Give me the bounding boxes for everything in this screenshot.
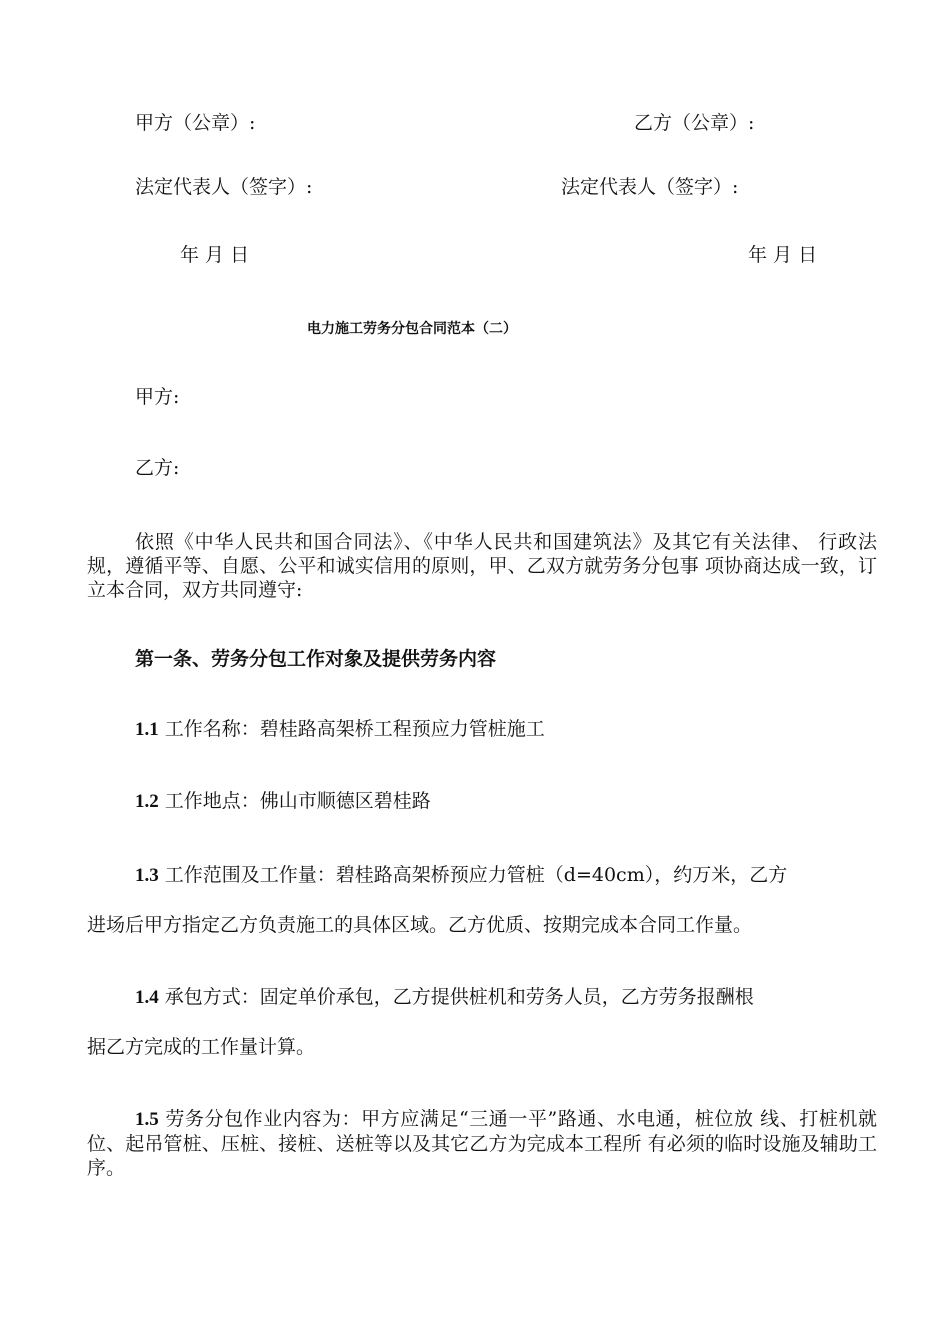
- clause-1-4-continuation: 据乙方完成的工作量计算。: [87, 1036, 316, 1058]
- party-b-date: 年 月 日: [748, 244, 818, 266]
- preamble-paragraph: 依照《中华人民共和国合同法》、《中华人民共和国建筑法》及其它有关法律、 行政法规，遵循平等、自愿、公平和诚实信用的原则，甲、乙双方就劳务分包事 项协商达成一致，订立本合同，双方共同遵守:: [87, 531, 877, 601]
- clause-1-1: [135, 717, 545, 742]
- party-a-label: 甲方:: [135, 386, 180, 408]
- document-title: 电力施工劳务分包合同范本（二）: [307, 321, 517, 337]
- clause-1-4: [135, 985, 754, 1010]
- clause-1-2: [135, 789, 431, 814]
- article-1-heading: 第一条、劳务分包工作对象及提供劳务内容: [135, 648, 497, 670]
- party-a-seal: 甲方（公章）:: [135, 112, 256, 134]
- clause-1-5: [87, 1107, 877, 1180]
- clause-number: 1.1: [135, 719, 159, 740]
- clause-1-3: [135, 863, 787, 888]
- clause-text: 工作范围及工作量：碧桂路高架桥预应力管桩（d=40cm），约万米，乙方: [164, 864, 788, 886]
- clause-text: 工作名称：碧桂路高架桥工程预应力管桩施工: [164, 718, 545, 740]
- party-b-seal: 乙方（公章）:: [634, 112, 755, 134]
- clause-number: 1.5: [135, 1109, 159, 1130]
- party-b-representative: 法定代表人（签字）:: [561, 176, 739, 198]
- party-a-representative: 法定代表人（签字）:: [135, 176, 313, 198]
- clause-text: 承包方式：固定单价承包，乙方提供桩机和劳务人员，乙方劳务报酬根: [164, 986, 754, 1008]
- clause-text: 工作地点：佛山市顺德区碧桂路: [164, 790, 431, 812]
- clause-1-3-continuation: 进场后甲方指定乙方负责施工的具体区域。乙方优质、按期完成本合同工作量。: [87, 914, 753, 936]
- clause-number: 1.3: [135, 865, 159, 886]
- clause-text: 劳务分包作业内容为：甲方应满足“三通一平”路通、水电通，桩位放 线、打桩机就位、起吊管桩、压桩、接桩、送桩等以及其它乙方为完成本工程所 有必须的临时设施及辅助工序。: [87, 1108, 878, 1179]
- clause-number: 1.2: [135, 791, 159, 812]
- clause-number: 1.4: [135, 987, 159, 1008]
- party-a-date: 年 月 日: [180, 244, 250, 266]
- party-b-label: 乙方:: [135, 457, 180, 479]
